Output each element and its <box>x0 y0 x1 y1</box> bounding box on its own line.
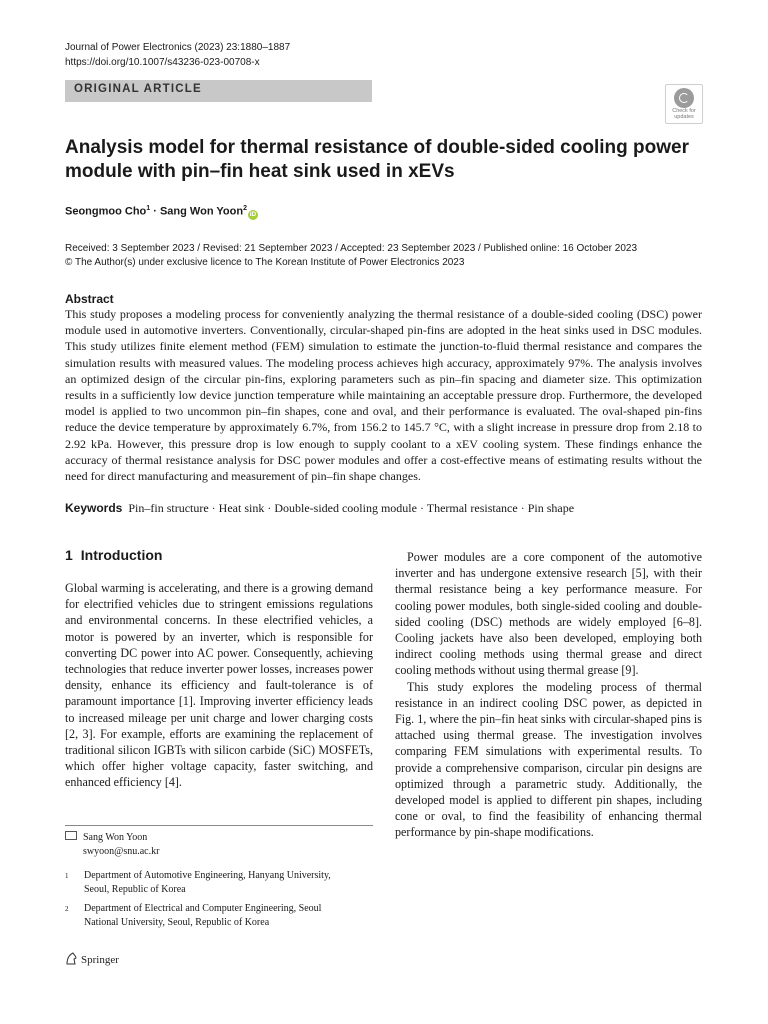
affiliation-text: Department of Electrical and Computer Engineering, Seoul National University, Seoul, Republic of Korea <box>84 903 322 928</box>
article-type-label: ORIGINAL ARTICLE <box>74 83 202 95</box>
contact-email[interactable]: swyoon@snu.ac.kr <box>83 846 160 857</box>
affiliation-2 <box>65 902 365 930</box>
contact-name: Sang Won Yoon <box>83 832 148 843</box>
keywords-line <box>65 501 574 516</box>
right-column <box>395 549 702 841</box>
publisher-logo <box>65 952 119 966</box>
affiliation-number: 2 <box>65 905 69 913</box>
author-affiliation-mark: 1 <box>146 205 151 212</box>
body-paragraph: Power modules are a core component of the automotive inverter and has undergone extensive research [5], with their thermal resistance being a key performance measure. For cooling power modules, both single-sided cooling and double-sided cooling (DSC) methods are widely employed [6–8]. Cooling jackets have also been developed, employing both indirect cooling methods using thermal grease and direct cooling methods without using thermal grease [9]. <box>395 550 702 678</box>
abstract-text: This study proposes a modeling process for conveniently analyzing the thermal resistance of a double-sided cooling (DSC) power module used in automotive inverters. Conventionally, circular-shaped pin-fins are adopted in the heat sinks used in DSC modules. This study utilizes finite element method (FEM) simulation to estimate the junction-to-fluid thermal resistance and compares the simulation results with measured values. The modeling process achieves high accuracy, approximately 97%. The analysis involves an optimized design of the circular pin-fins, exploring parameters such as pin–fin spacing and diameter size. This optimization results in a sufficiently low device junction temperature while maintaining an acceptable pressure drop. Furthermore, the developed model is applied to two uncommon pin–fin shapes, cone and oval, and their performance is evaluated. The oval-shaped pin-fins reduce the device temperature by approximately 6.7%, from 156.2 to 145.7 °C, with a slight increase in pressure drop from 2.18 to 2.92 kPa. However, this pressure drop is low enough to supply coolant to a xEV cooling system. These findings enhance the accuracy of thermal resistance analysis for DSC power modules and offer a cost-effective means of estimating results without the need for direct manufacturing and measurement of pin–fin shape changes. <box>65 307 702 484</box>
springer-horse-icon <box>65 952 78 965</box>
keywords-label: Keywords <box>65 501 123 515</box>
publication-dates <box>65 242 637 270</box>
journal-header <box>65 40 290 70</box>
check-for-updates-text: Check for updates <box>672 108 696 120</box>
doi-link[interactable]: https://doi.org/10.1007/s43236-023-00708-x <box>65 57 260 68</box>
journal-citation: Journal of Power Electronics (2023) 23:1880–1887 <box>65 42 291 53</box>
section-number: 1 <box>65 547 73 563</box>
author-name[interactable]: Sang Won Yoon <box>159 205 244 218</box>
check-for-updates-badge[interactable] <box>665 84 703 124</box>
affiliation-number: 1 <box>65 872 69 880</box>
publisher-name: Springer <box>81 954 119 966</box>
affiliation-text: Department of Automotive Engineering, Hanyang University, Seoul, Republic of Korea <box>84 870 331 895</box>
check-for-updates-icon <box>674 88 694 108</box>
author-affiliation-mark: 2 <box>243 205 247 212</box>
keywords-text: Pin–fin structure · Heat sink · Double-sided cooling module · Thermal resistance · Pin shape <box>128 501 575 515</box>
affiliation-1 <box>65 869 365 897</box>
body-paragraph: This study explores the modeling process of thermal resistance in an indirect cooling DSC power, as depicted in Fig. 1, where the pin–fin heat sinks with circular-shaped pins is attached using thermal grease. The investigation involves comparing FEM simulations with experimental results. To provide a comprehensive comparison, circular pin designs are optimized through a parametric study. Additionally, the developed model is applied to different pin shapes, including cone or oval, to find the feasibility of enhancing thermal performance by pin-shape modifications. <box>395 679 702 840</box>
copyright-line: © The Author(s) under exclusive licence to The Korean Institute of Power Electronics 2023 <box>65 257 465 268</box>
body-paragraph: Global warming is accelerating, and there is a growing demand for electrified vehicles due to stringent emissions regulations and environmental concerns. In these electrified vehicles, a motor is powered by an inverter, which is responsible for converting DC power into AC power. Consequently, achieving technologies that reduce inverter power losses, increases power density, enhance its efficiency and fault-tolerance is of paramount importance [1]. Improving inverter efficiency leads to increased mileage per unit charge and lower charging costs [2, 3]. For example, efforts are examining the replacement of traditional silicon IGBTs with silicon carbide (SiC) MOSFETs, which offer higher voltage capacity, faster switching, and enhanced efficiency [4]. <box>65 581 373 790</box>
section-title: Introduction <box>80 547 163 563</box>
section-heading <box>65 547 162 563</box>
article-type-band <box>65 80 372 102</box>
author-list <box>65 205 258 220</box>
corresponding-author <box>65 831 159 859</box>
footnote-divider <box>65 825 373 826</box>
orcid-icon[interactable]: iD <box>249 210 257 218</box>
history-dates: Received: 3 September 2023 / Revised: 21 September 2023 / Accepted: 23 September 2023 / Published online: 16 October 2023 <box>65 243 638 254</box>
author-name[interactable]: Seongmoo Cho <box>65 205 147 218</box>
envelope-icon <box>65 831 77 840</box>
author-separator: · <box>150 205 160 218</box>
abstract-heading: Abstract <box>65 292 114 306</box>
article-title: Analysis model for thermal resistance of double-sided cooling power module with pin–fin heat sink used in xEVs <box>65 137 689 182</box>
